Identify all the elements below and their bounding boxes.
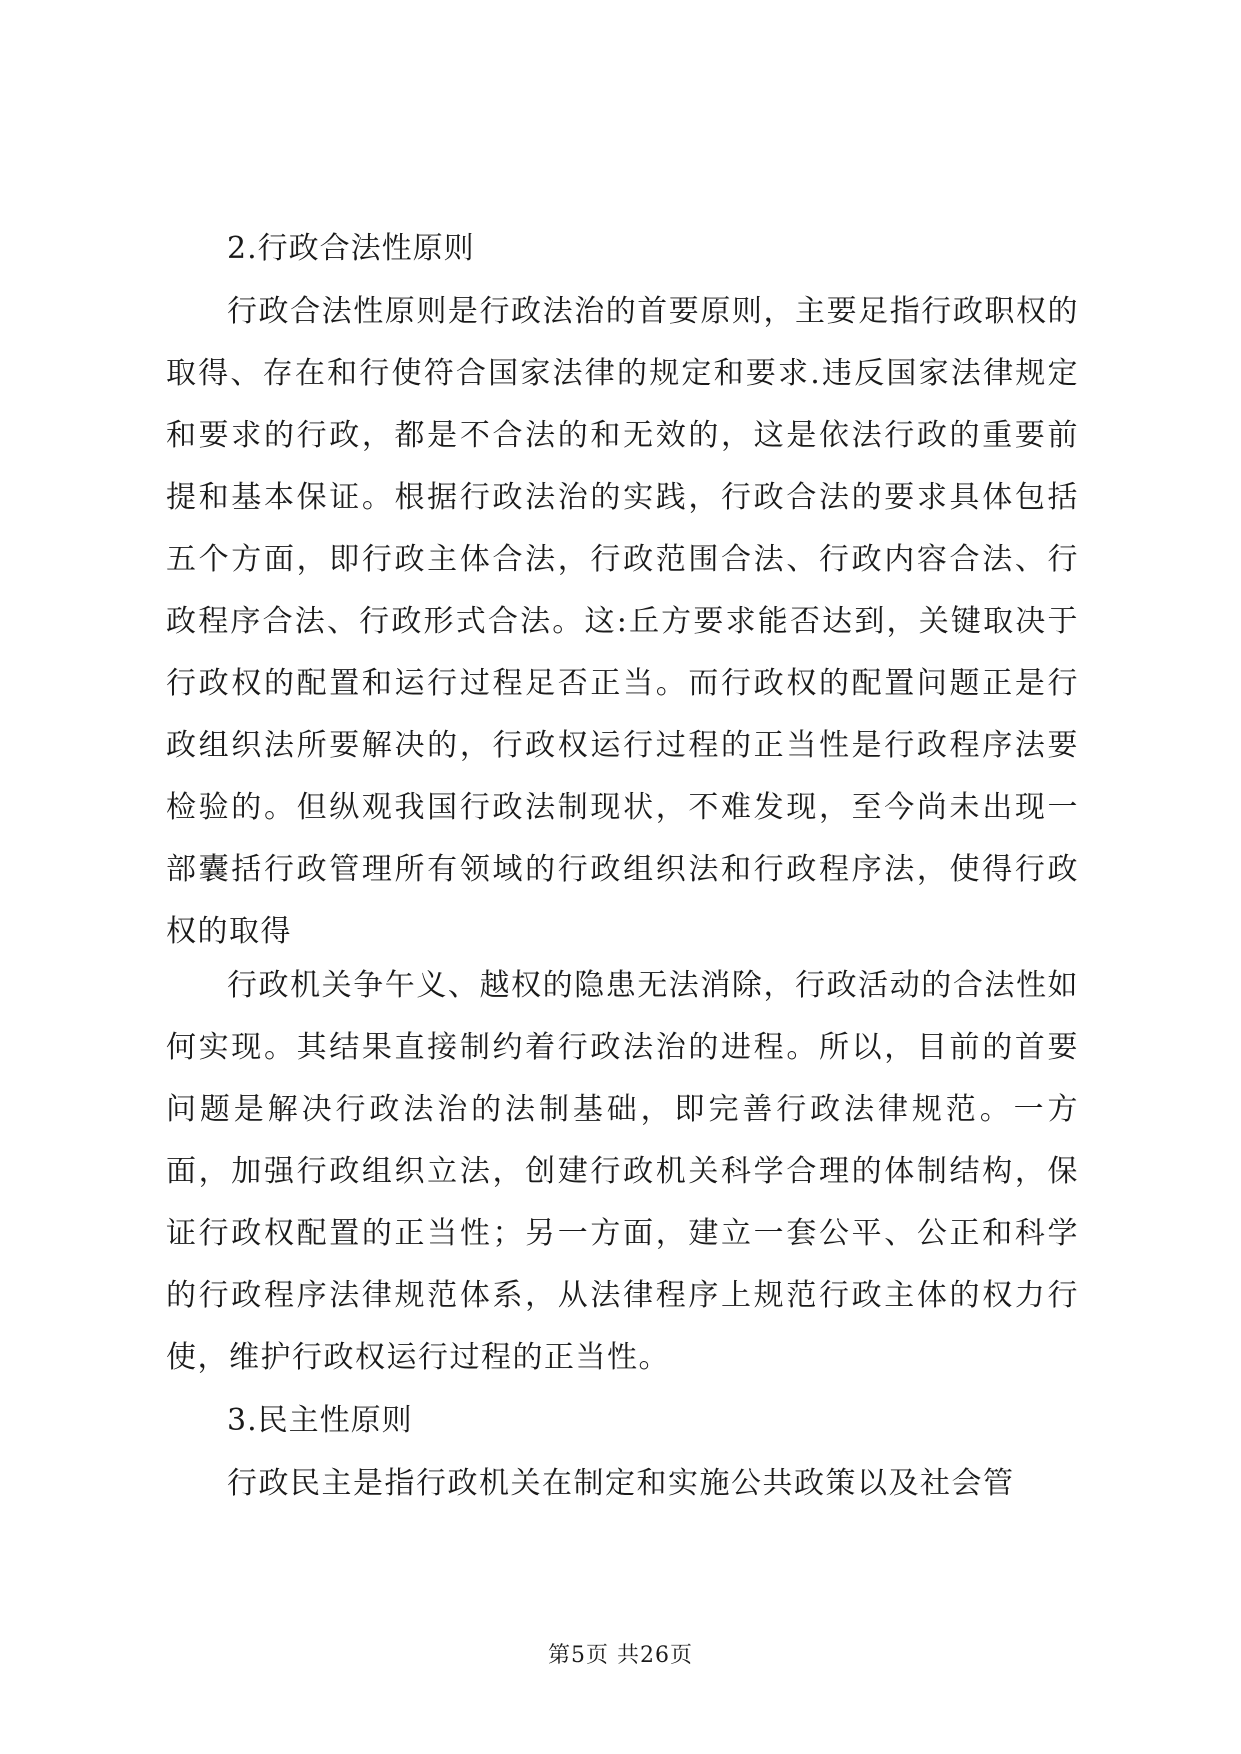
document-body [166,229,1079,1518]
section-3-heading: 3.民主性原则 [227,1403,413,1438]
section-2-paragraph-1: 行政合法性原则是行政法治的首要原则，主要足指行政职权的取得、存在和行使符合国家法律的规定和要求.违反国家法律规定和要求的行政，都是不合法的和无效的，这是依法行政的重要前提和基本保证。根据行政法治的实践，行政合法的要求具体包括五个方面，即行政主体合法，行政范围合法、行政内容合法、行政程序合法、行政形式合法。这:丘方要求能否达到，关键取决于行政权的配置和运行过程足否正当。而行政权的配置问题正是行政组织法所要解决的，行政权运行过程的正当性是行政程序法要检验的。但纵观我国行政法制现状，不难发现，至今尚未出现一部囊括行政管理所有领域的行政组织法和行政程序法，使得行政权的取得 [166,294,1079,949]
section-3-paragraph-1: 行政民主是指行政机关在制定和实施公共政策以及社会管 [227,1466,1015,1501]
section-2-heading: 2.行政合法性原则 [227,231,475,266]
page-number-footer: 第5页 共26页 [548,1643,693,1668]
section-2-paragraph-2: 行政机关争午义、越权的隐患无法消除，行政活动的合法性如何实现。其结果直接制约着行政法治的进程。所以，目前的首要问题是解决行政法治的法制基础，即完善行政法律规范。一方面，加强行政组织立法，创建行政机关科学合理的体制结构，保证行政权配置的正当性；另一方面，建立一套公平、公正和科学的行政程序法律规范体系，从法律程序上规范行政主体的权力行使，维护行政权运行过程的正当性。 [166,968,1079,1375]
